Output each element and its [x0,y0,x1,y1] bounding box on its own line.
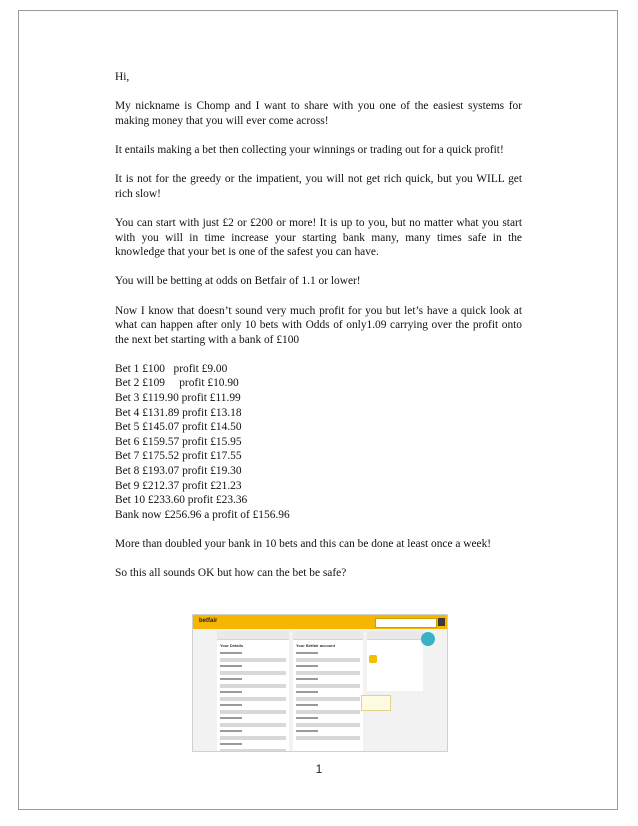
bet-line: Bet 3 £119.90 profit £11.99 [115,392,241,405]
paragraph-odds: You will be betting at odds on Betfair of 1.1 or lower! [115,275,361,288]
form-field [220,684,286,688]
greeting: Hi, [115,71,130,83]
form-field [296,684,360,688]
screenshot-step-header [367,631,423,640]
page-number: 1 [315,762,323,776]
form-field [296,671,360,675]
form-label [296,678,318,680]
tooltip-note [361,695,391,711]
bet-line: Bet 10 £233.60 profit £23.36 [115,494,248,507]
bank-summary: Bank now £256.96 a profit of £156.96 [115,508,290,521]
form-label [220,730,242,732]
screenshot-account-column [293,631,363,752]
bet-line: Bet 4 £131.89 profit £13.18 [115,406,242,419]
form-label [296,730,318,732]
paragraph-doubled: More than doubled your bank in 10 bets and this can be done at least once a week! [115,538,492,550]
screenshot-middle-heading: Your Betfair account [296,643,336,648]
form-label [220,665,242,667]
bet-line: Bet 2 £109 profit £10.90 [115,377,239,390]
form-label [220,691,242,693]
form-field [220,671,286,675]
form-field [296,710,360,714]
screenshot-login-button [438,618,445,626]
paragraph-entails: It entails making a bet then collecting your winnings or trading out for a quick profit! [115,143,504,156]
bet-list [115,362,522,523]
paragraph-question: So this all sounds OK but how can the bet be safe? [115,567,347,580]
screenshot-details-column [217,631,289,752]
form-label [296,704,318,706]
form-field [220,710,286,714]
form-label [296,665,318,667]
form-label [296,717,318,719]
bet-line: Bet 9 £212.37 profit £21.23 [115,479,242,492]
form-label [220,652,242,654]
form-field [220,736,286,740]
document-body [115,70,522,595]
bet-line: Bet 6 £159.57 profit £15.95 [115,435,242,448]
paragraph-start: You can start with just £2 or £200 or more! It is up to you, but no matter what you start with you will in time increase your starting bank many, many times safe in the knowledge that your bet is one of the safest you can have. [115,216,522,259]
form-label [296,652,318,654]
form-label [296,691,318,693]
screenshot-header-bar [193,615,447,629]
form-label [220,678,242,680]
form-label [220,704,242,706]
intro-paragraph: My nickname is Chomp and I want to share with you one of the easiest systems for making money that you will ever come across! [115,100,522,127]
form-field [296,697,360,701]
form-field [220,749,286,752]
form-field [220,723,286,727]
paragraph-profit: Now I know that doesn’t sound very much profit for you but let’s have a quick look at what can happen after only 10 bets with Odds of only1.09 carrying over the profit onto the next bet starting with a bank of £100 [115,304,522,346]
help-badge-icon [421,632,435,646]
form-field [296,658,360,662]
form-label [220,717,242,719]
form-field [220,658,286,662]
betfair-secure-icon [369,655,377,663]
paragraph-greedy: It is not for the greedy or the impatient, you will not get rich quick, but you WILL get rich slow! [115,173,522,200]
form-field [296,736,360,740]
form-field [296,723,360,727]
bet-line: Bet 8 £193.07 profit £19.30 [115,465,242,478]
screenshot-step-header [217,631,289,640]
form-label [220,743,242,745]
bet-line: Bet 7 £175.52 profit £17.55 [115,450,242,463]
bet-line: Bet 5 £145.07 profit £14.50 [115,421,242,434]
screenshot-left-heading: Your Details [220,643,244,648]
screenshot-step-header [293,631,363,640]
betfair-signup-screenshot [192,614,448,752]
betfair-logo: betfair [199,618,218,624]
screenshot-login-box [375,618,437,628]
form-field [220,697,286,701]
bet-line: Bet 1 £100 profit £9.00 [115,362,228,375]
